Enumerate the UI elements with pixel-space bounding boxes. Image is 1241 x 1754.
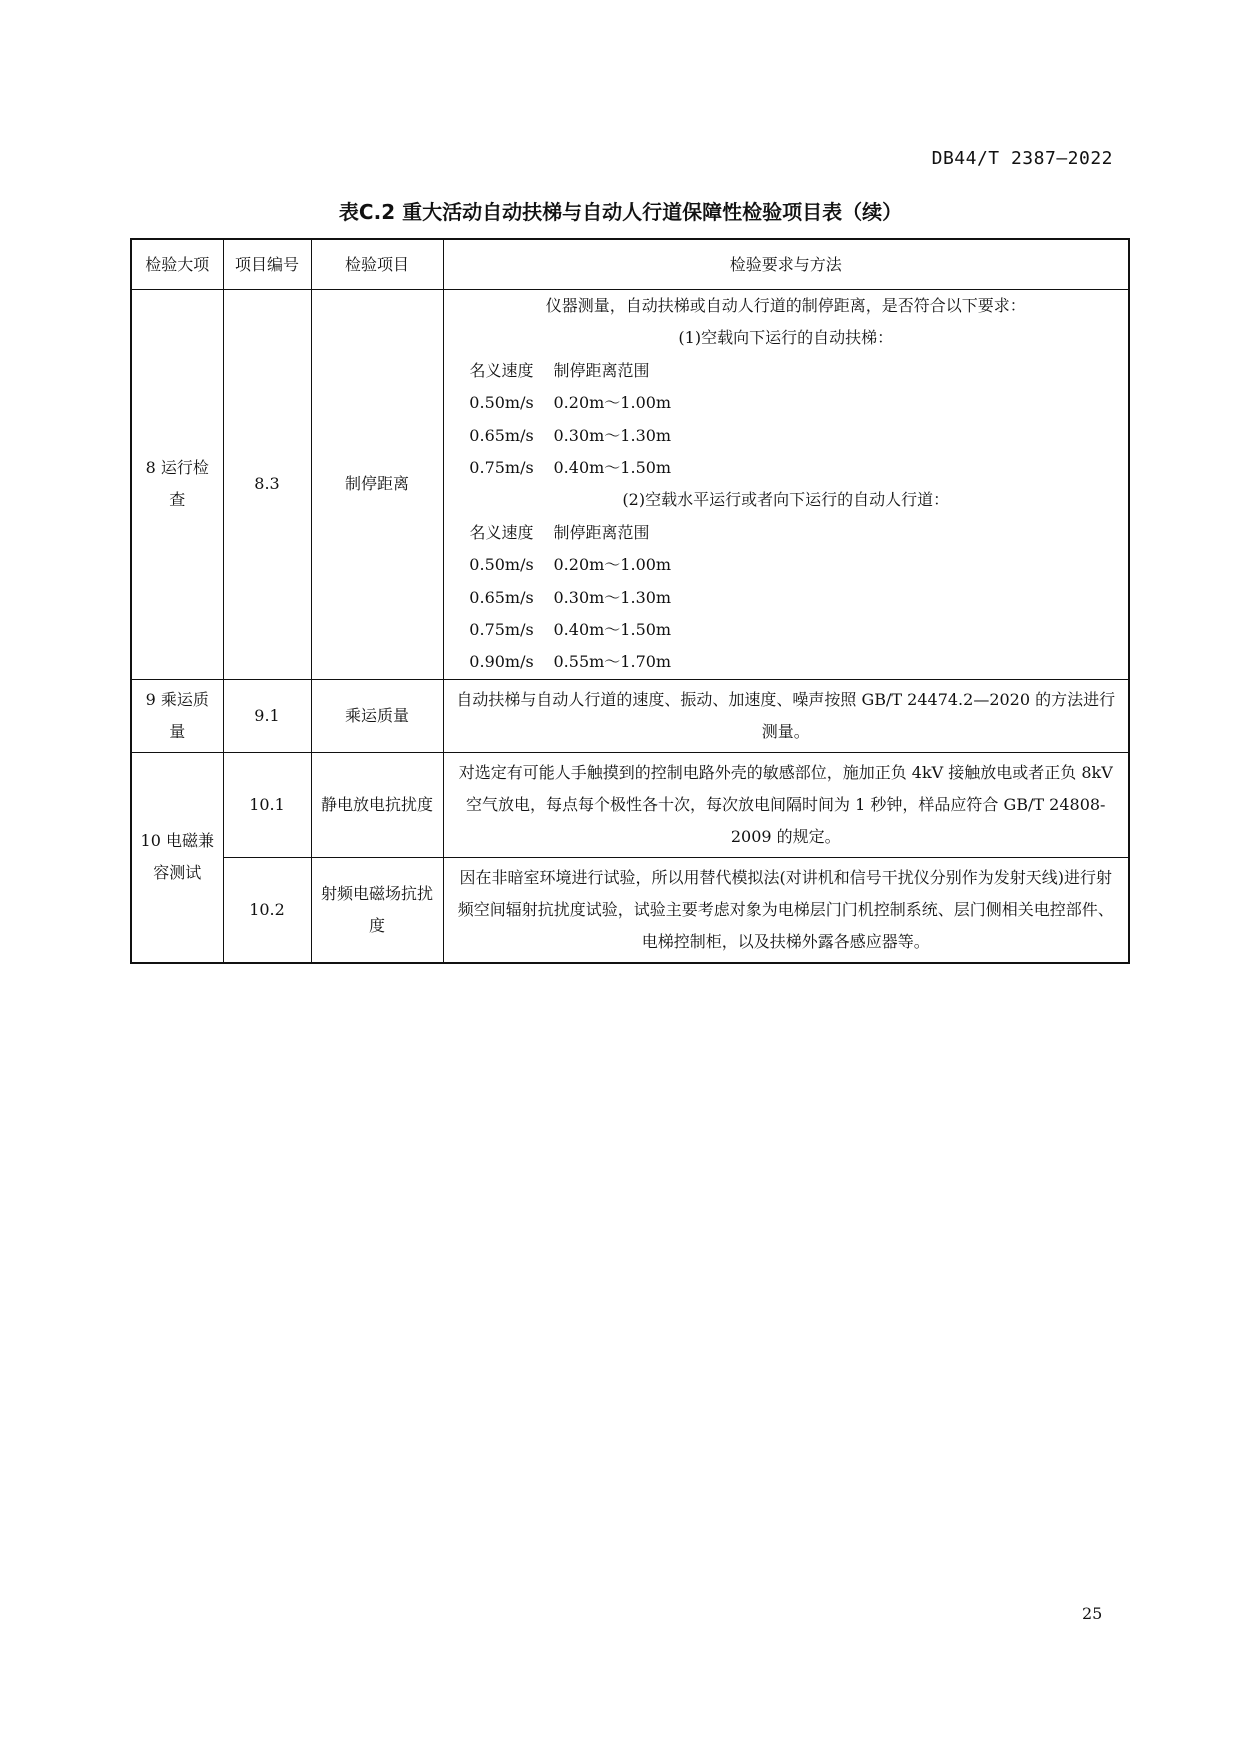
escalator-pair [450, 420, 1123, 452]
range-value: 0.30m～1.30m [553, 587, 672, 607]
range-value: 0.40m～1.50m [553, 458, 672, 478]
category-cell: 8 运行检查 [131, 290, 223, 680]
range-value: 0.55m～1.70m [553, 652, 672, 672]
walkway-pair [450, 549, 1123, 581]
range-value: 0.20m～1.00m [553, 555, 672, 575]
item-cell: 射频电磁场抗扰度 [311, 857, 443, 963]
walkway-heading: (2)空载水平运行或者向下运行的自动人行道： [622, 490, 950, 510]
table-row [131, 752, 1129, 857]
item-cell: 制停距离 [311, 290, 443, 680]
walkway-table-header [450, 517, 1123, 549]
method-cell: 自动扶梯与自动人行道的速度、振动、加速度、噪声按照 GB/T 24474.2—2020 的方法进行测量。 [443, 679, 1129, 752]
speed-value: 0.65m/s [469, 425, 534, 445]
walkway-pair [450, 646, 1123, 678]
walkway-pair [450, 614, 1123, 646]
escalator-pair [450, 452, 1123, 484]
number-cell: 10.1 [223, 752, 311, 857]
method-intro: 仪器测量，自动扶梯或自动人行道的制停距离，是否符合以下要求： [545, 296, 1026, 315]
method-cell: 对选定有可能人手触摸到的控制电路外壳的敏感部位，施加正负 4kV 接触放电或者正负 8kV 空气放电，每点每个极性各十次，每次放电间隔时间为 1 秒钟，样品应符合 GB/T 24808-2009 的规定。 [443, 752, 1129, 857]
range-value: 0.20m～1.00m [553, 393, 672, 413]
header-category: 检验大项 [131, 239, 223, 290]
method-cell [443, 290, 1129, 680]
number-cell: 8.3 [223, 290, 311, 680]
header-method: 检验要求与方法 [443, 239, 1129, 290]
table-row [131, 679, 1129, 752]
range-header: 制停距离范围 [553, 360, 650, 380]
document-code: DB44/T 2387—2022 [931, 148, 1113, 169]
page-number: 25 [1082, 1604, 1103, 1623]
range-value: 0.40m～1.50m [553, 620, 672, 640]
escalator-table-header [450, 355, 1123, 387]
speed-value: 0.50m/s [469, 393, 534, 413]
speed-value: 0.90m/s [469, 652, 534, 672]
category-cell: 10 电磁兼容测试 [131, 752, 223, 963]
table-title: 表C.2 重大活动自动扶梯与自动人行道保障性检验项目表（续） [338, 200, 903, 224]
number-cell: 9.1 [223, 679, 311, 752]
speed-value: 0.75m/s [469, 458, 534, 478]
speed-value: 0.50m/s [469, 555, 534, 575]
escalator-pair [450, 387, 1123, 419]
table-header-row [131, 239, 1129, 290]
number-cell: 10.2 [223, 857, 311, 963]
speed-header: 名义速度 [469, 360, 534, 380]
range-value: 0.30m～1.30m [553, 425, 672, 445]
table-row [131, 290, 1129, 680]
header-item: 检验项目 [311, 239, 443, 290]
speed-value: 0.65m/s [469, 587, 534, 607]
item-cell: 乘运质量 [311, 679, 443, 752]
header-number: 项目编号 [223, 239, 311, 290]
escalator-heading: (1)空载向下运行的自动扶梯： [678, 328, 894, 348]
category-cell: 9 乘运质量 [131, 679, 223, 752]
table-row [131, 857, 1129, 963]
speed-value: 0.75m/s [469, 620, 534, 640]
item-cell: 静电放电抗扰度 [311, 752, 443, 857]
method-cell: 因在非暗室环境进行试验，所以用替代模拟法(对讲机和信号干扰仪分别作为发射天线)进行射频空间辐射抗扰度试验，试验主要考虑对象为电梯层门门机控制系统、层门侧相关电控部件、电梯控制柜，以及扶梯外露各感应器等。 [443, 857, 1129, 963]
speed-header: 名义速度 [469, 522, 534, 542]
range-header: 制停距离范围 [553, 522, 650, 542]
walkway-pair [450, 582, 1123, 614]
inspection-table [130, 238, 1130, 964]
